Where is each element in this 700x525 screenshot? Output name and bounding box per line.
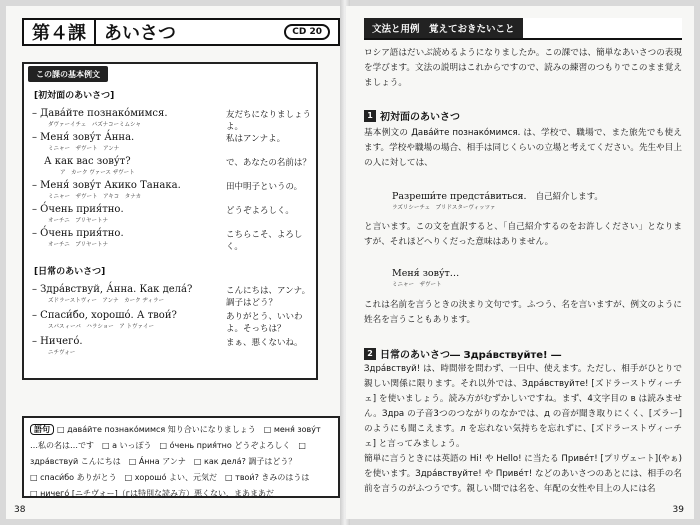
example-line [32,228,314,252]
russian-text: – Здра́вствуй, А́нна. Как дела́? [32,284,193,295]
example-line [32,310,314,334]
kana-reading: ミニャー ザヴート [392,282,442,288]
japanese-translation: 友だちになりましょうよ。 [226,110,312,132]
vocab-line: здра́вствуй こんにちは □ А́нна アンナ □ как дела́? 調子はどう？ [30,457,297,466]
kana-reading: ズドラーストヴィー アンナ カーク ヂィラー [48,298,164,304]
vocab-tag: 語句 [30,424,54,435]
kana-reading: ア カーク ヴァース ザヴート [60,170,135,176]
kana-reading: オーチニ プリヤートナ [48,242,108,248]
section-number: 2 [364,348,376,360]
section-heading-text: 初対面のあいさつ [380,112,460,123]
japanese-translation: で、あなたの名前は？ [226,158,311,168]
russian-text: – Дава́йте познако́мимся. [32,108,168,119]
japanese-translation: 私はアンナよ。 [226,134,286,144]
intro-paragraph: ロシア語はだいぶ読めるようになりましたか。この課では、簡単なあいさつの表現を学びます。文法の説明はこれからですので、読みの練習のつもりでこのまま覚えましょう。 [364,48,682,88]
russian-text: – Меня́ зову́т А́нна. [32,132,135,143]
section-label-daily: [日常のあいさつ] [34,267,106,277]
section-number: 1 [364,110,376,122]
example-line [32,132,314,152]
section-heading-text: 日常のあいさつ― Здра́вствуйте! ― [380,350,562,361]
section-label-first-meeting: [初対面のあいさつ] [34,91,115,101]
vocabulary-box [22,416,340,498]
vocab-line: …私の名は…です □ а いっぽう □ о́чень прия́тно どうぞよろしく □ [30,441,306,450]
lesson-number: 第４課 [24,20,96,44]
russian-text: – О́чень прия́тно. [32,204,124,215]
page-number: 39 [672,505,684,515]
russian-text: – Ничего́. [32,336,83,347]
grammar-header [364,18,682,40]
example-line [32,204,314,224]
japanese-translation: こちらこそ、よろしく。 [226,230,303,252]
section-heading-daily [364,346,561,361]
section-heading-first-meeting [364,108,460,123]
russian-text: – Меня́ зову́т Акико Танака. [32,180,181,191]
kana-reading: ミニャー ザヴート アンナ [48,146,120,152]
russian-text: Разреши́те предста́виться. [392,191,527,202]
basic-examples-box [22,62,318,380]
example-line [32,284,314,308]
japanese-translation: どうぞよろしく。 [226,206,294,216]
box-title: この課の基本例文 [28,66,108,82]
russian-phrase [392,268,459,288]
paragraph: と言います。この文を直訳すると、「自己紹介するのをお許しください」となりますが、それほどへりくだった意味はありません。 [364,222,682,247]
kana-reading: オーチニ プリヤートナ [48,218,108,224]
vocab-line: □ дава́йте познако́мимся 知り合いになりましょう □ меня́ зову́т [57,425,321,434]
kana-reading: ミニャー ザヴート アキコ タナカ [48,194,142,200]
paragraph: 基本例文の Дава́йте познако́мимся. は、学校で、職場で、また旅先でも使えます。学校や職場の場合、相手は同じくらいの立場と考えてください。先生や目上の人に対しては、 [364,128,682,168]
russian-phrase [392,190,603,211]
example-line [32,336,314,356]
example-line [32,180,314,200]
paragraph: Здра́вствуй! は、時間帯を問わず、一日中、使えます。ただし、相手がひとりで親しい関係に限ります。それ以外では、Здра́вствуйте! [ズドラーストヴィーチェ] を使いましょう。読み方がむずかしいですね。まず、4文字目の в は読みません。Здра の子音3つのつながりのなかでは、д の音が聞き取りにくく、[ズラー] のようにも聞こえます。л を忘れない気持ちを忘れずに、[ズドラーストヴィーチェ] と言ってみましょう。 [364,364,682,449]
japanese-translation: 自己紹介します。 [535,192,603,202]
paragraph: これは名前を言うときの決まり文句です。ふつう、名を言いますが、例文のように姓名を言うこともあります。 [364,300,682,325]
russian-text: А как вас зову́т? [44,156,131,167]
kana-reading: ダヴァーイチェ パズナコーミムシャ [48,122,141,128]
kana-reading: ラズリシーチェ プリドスターヴィッツァ [392,205,496,211]
lesson-title: あいさつ [104,23,176,44]
left-page [6,6,344,519]
page-number: 38 [14,505,26,515]
example-line [44,156,314,176]
japanese-translation: ありがとう、いいわよ。そっちは？ [226,312,303,334]
vocab-line: □ спаси́бо ありがとう □ хорошо́ よい、元気だ □ твои́? きみのはうは [30,473,310,482]
japanese-translation: 田中明子というの。 [226,182,303,192]
right-page [346,6,694,519]
kana-reading: ニチヴォー [48,350,76,356]
example-line [32,108,314,132]
japanese-translation: こんにちは、アンナ。調子はどう？ [226,286,311,308]
paragraph: 簡単に言うときには英語の Hi! や Hello! に当たる Приве́т! [プリヴェート](やぁ) を使います。Здра́вствуйте! や Приве́т! などのあいさつのあとには、相手の名前を言うのがふつうです。親しい間では名を、年配の女性や目上の人には名 [364,454,682,494]
kana-reading: スパスィーバ ハラショー ア トヴァイー [48,324,154,330]
vocab-line: □ ничего́ [ニチヴォー]（гは特別な読み方）悪くない、まあまあだ [30,489,274,498]
lesson-header [22,18,340,46]
grammar-header-title: 文法と用例 覚えておきたいこと [364,18,523,38]
cd-track-badge: CD 20 [284,24,330,40]
russian-text: Меня́ зову́т… [392,268,460,279]
japanese-translation: まぁ、悪くないね。 [226,338,303,348]
russian-text: – Спаси́бо, хорошо́. А твои́? [32,310,177,321]
russian-text: – О́чень прия́тно. [32,228,124,239]
